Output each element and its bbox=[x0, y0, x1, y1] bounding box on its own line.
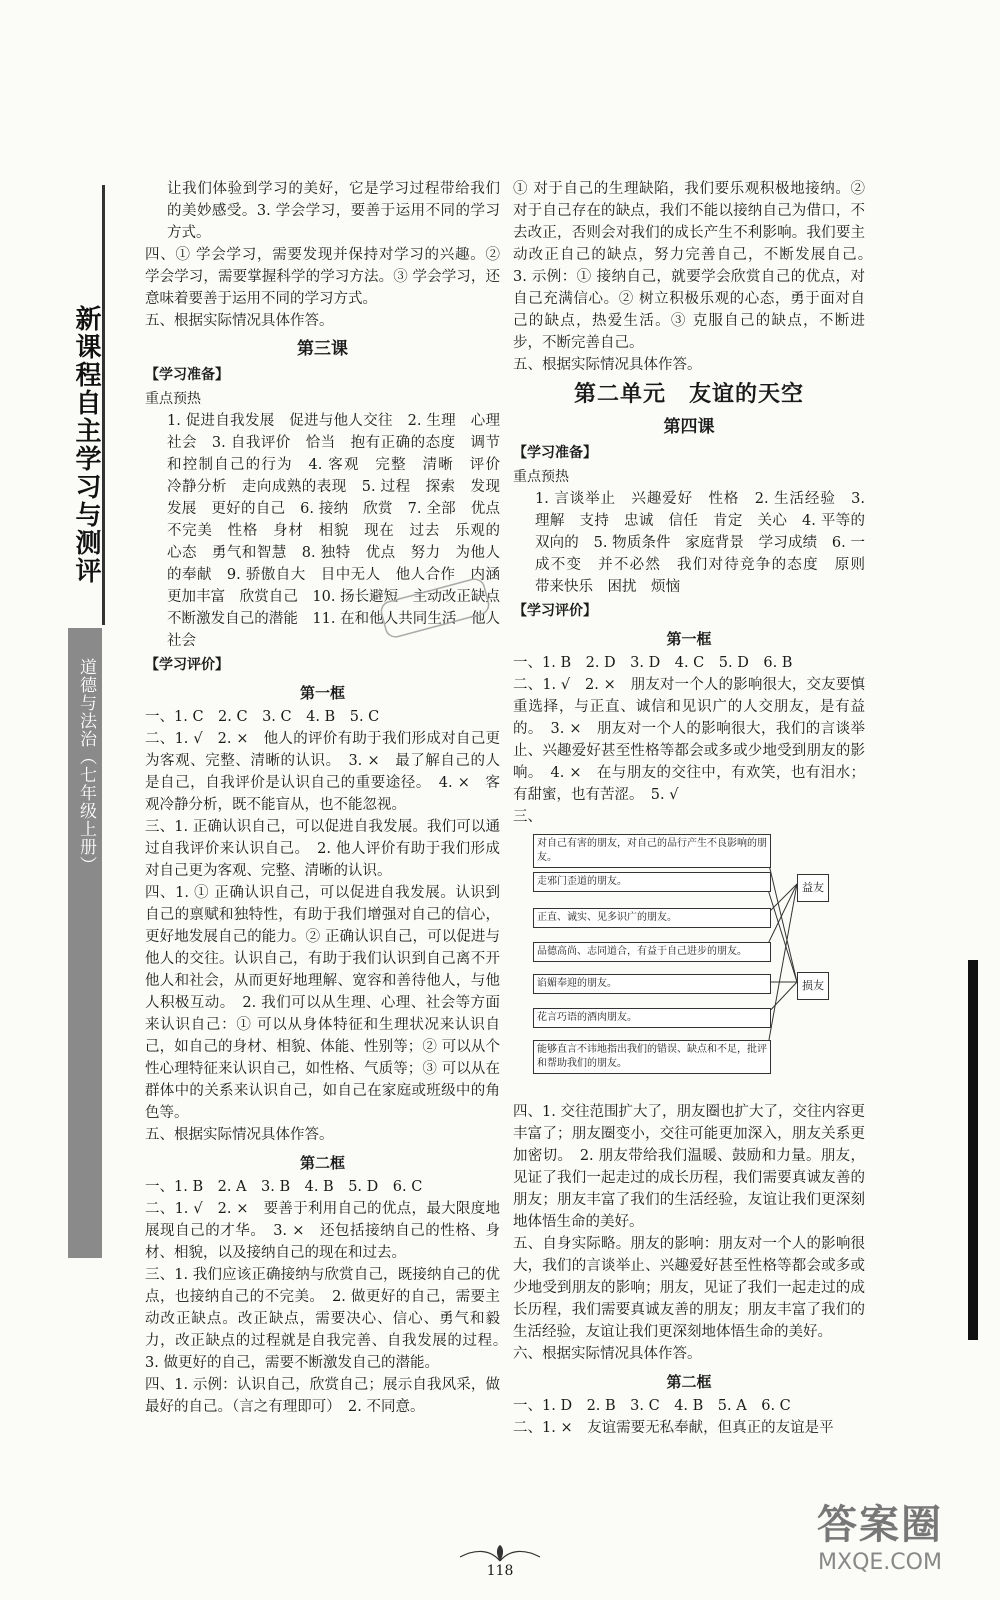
l3-f2-q2: 二、1. √ 2. × 要善于利用自己的优点，最大限度地展现自己的才华。 3. × 还包括接纳自己的性格、身材、相貌，以及接纳自己的现在和过去。 bbox=[145, 1201, 500, 1261]
l4-f2-q1: 一、1. D 2. B 3. C 4. B 5. A 6. C bbox=[513, 1398, 791, 1414]
lesson-3-prep-text: 1. 促进自我发展 促进与他人交往 2. 生理 心理 社会 3. 自我评价 恰当 抱有正确的态度 调节和控制自己的行为 4. 客观 完整 清晰 评价 冷静分析 走向成熟的表现 5. 过程 探索 发现 发展 更好的自己 6. 接纳 欣赏 7. 全部 优点 不完美 性格 身材 相貌 现在 过去 乐观的心态 勇气和智慧 8. 独特 优点 努力 为他人的奉献 9. 骄傲自大 目中无人 他人合作 内涵更加丰富 欣赏自己 10. 扬长避短 主动改正缺点 不断激发自己的潜能 11. 在和他人共同生活 他人 社会 bbox=[167, 413, 515, 649]
learning-prep-heading: 【学习准备】 bbox=[145, 367, 229, 383]
learning-prep-heading-2: 【学习准备】 bbox=[513, 445, 597, 461]
site-watermark bbox=[780, 1493, 980, 1575]
l4-f1-q6: 六、根据实际情况具体作答。 bbox=[513, 1346, 702, 1362]
leaf-ornament-icon bbox=[445, 1545, 555, 1563]
diagram-item-4: 品德高尚、志同道合，有益于自己进步的朋友。 bbox=[533, 942, 771, 962]
subject-title: 道德与法治（七年级上册） bbox=[76, 658, 96, 874]
lesson-4-prep-text: 1. 言谈举止 兴趣爱好 性格 2. 生活经验 3. 理解 支持 忠诚 信任 肯定 关心 4. 平等的 双向的 5. 物质条件 家庭背景 学习成绩 6. 一成不变 并不必然 我们对待竞争的态度 原则 带来快乐 困扰 烦恼 bbox=[535, 491, 880, 595]
right-para-2: 五、根据实际情况具体作答。 bbox=[513, 357, 702, 373]
learning-eval-heading: 【学习评价】 bbox=[145, 657, 229, 673]
diagram-item-3: 正直、诚实、见多识广的朋友。 bbox=[533, 908, 771, 928]
page-footer bbox=[440, 1545, 560, 1579]
frame-1-heading: 第一框 bbox=[299, 684, 345, 702]
l4-f1-q5: 五、自身实际略。朋友的影响：朋友对一个人的影响很大，我们的言谈举止、兴趣爱好甚至性格等都会或多或少地受到朋友的影响；朋友，见证了我们一起走过的成长历程，我们需要真诚友善的朋友；朋友丰富了我们的生活经验，友谊让我们更深刻地体悟生命的美好。 bbox=[513, 1236, 865, 1340]
l4-f1-q3-label: 三、 bbox=[513, 809, 542, 825]
friend-matching-diagram bbox=[513, 832, 858, 1097]
good-friend-box: 益友 bbox=[797, 874, 829, 902]
learning-eval-heading-2: 【学习评价】 bbox=[513, 603, 597, 619]
l3-f1-q2: 二、1. √ 2. × 他人的评价有助于我们形成对自己更为客观、完整、清晰的认识。 3. × 最了解自己的人是自己，自我评价是认识自己的重要途径。 4. × 客观冷静分析，既不能盲从，也不能忽视。 bbox=[145, 731, 500, 813]
key-preview-heading-2: 重点预热 bbox=[513, 469, 569, 485]
subject-title-bar bbox=[68, 628, 102, 1258]
diagram-item-7: 能够直言不讳地指出我们的错误、缺点和不足，批评和帮助我们的朋友。 bbox=[533, 1040, 771, 1074]
l4-f1-q4: 四、1. 交往范围扩大了，朋友圈也扩大了，交往内容更丰富了；朋友圈变小，交往可能更加深入，朋友关系更加密切。 2. 朋友带给我们温暖、鼓励和力量。朋友，见证了我们一起走过的成长历程，我们需要真诚友善的朋友；朋友丰富了我们的生活经验，友谊让我们更深刻地体悟生命的美好。 bbox=[513, 1104, 865, 1230]
unit-2-heading: 第二单元 友谊的天空 bbox=[573, 382, 804, 407]
l3-f1-q4: 四、1. ① 正确认识自己，可以促进自我发展。认识到自己的禀赋和独特性，有助于我们增强对自己的信心，更好地发展自己的能力。② 正确认识自己，可以促进与他人的交往。认识自己，有助于我们认识到自己离不开他人和社会，从而更好地理解、宽容和善待他人，与他人积极互动。 2. 我们可以从生理、心理、社会等方面来认识自己：① 可以从身体特征和生理状况来认识自己，如自己的身材、相貌、体能、性别等；② 可以从个性心理特征来认识自己，如性格、气质等；③ 可以从在群体中的关系来认识自己，如自己在家庭或班级中的角色等。 bbox=[145, 885, 500, 1121]
right-para-1: ① 对于自己的生理缺陷，我们要乐观积极地接纳。② 对于自己存在的缺点，我们不能以接纳自己为借口，不去改正，否则会对我们的成长产生不利影响。我们要主动改正自己的缺点，努力完善自己，不断发展自己。 3. 示例：① 接纳自己，就要学会欣赏自己的优点，对自己充满信心。② 树立积极乐观的心态，勇于面对自己的缺点，热爱生活。③ 克服自己的缺点，不断进步，不断完善自己。 bbox=[513, 181, 880, 351]
series-title-bar bbox=[68, 185, 105, 625]
l3-f1-q5: 五、根据实际情况具体作答。 bbox=[145, 1127, 334, 1143]
frame-2-heading: 第二框 bbox=[299, 1154, 345, 1172]
l3-f2-q1: 一、1. B 2. A 3. B 4. B 5. D 6. C bbox=[145, 1179, 423, 1195]
lesson-3-heading: 第三课 bbox=[297, 339, 348, 359]
key-preview-heading: 重点预热 bbox=[145, 391, 201, 407]
l3-f1-q1: 一、1. C 2. C 3. C 4. B 5. C bbox=[145, 709, 380, 725]
watermark-logo: 答案圈 bbox=[817, 1502, 943, 1548]
friend-matching-question bbox=[513, 806, 865, 1097]
left-para-2: 四、① 学会学习，需要发现并保持对学习的兴趣。② 学会学习，需要掌握科学的学习方法。③ 学会学习，还意味着要善于运用不同的学习方式。 bbox=[145, 247, 500, 307]
l3-f2-q3: 三、1. 我们应该正确接纳与欣赏自己，既接纳自己的优点，也接纳自己的不完美。 2. 做更好的自己，需要主动改正缺点。改正缺点，需要决心、信心、勇气和毅力，改正缺点的过程就是自我完善、自我发展的过程。 3. 做更好的自己，需要不断激发自己的潜能。 bbox=[145, 1267, 515, 1371]
l3-f1-q3: 三、1. 正确认识自己，可以促进自我发展。我们可以通过自我评价来认识自己。 2. 他人评价有助于我们形成对自己更为客观、完整、清晰的认识。 bbox=[145, 819, 500, 879]
l3-f2-q4: 四、1. 示例：认识自己，欣赏自己；展示自我风采，做最好的自己。（言之有理即可） 2. 不同意。 bbox=[145, 1377, 500, 1415]
watermark-url: MXQE.COM bbox=[818, 1550, 942, 1575]
diagram-item-2: 走邪门歪道的朋友。 bbox=[533, 872, 771, 892]
l4-f2-q2: 二、1. × 友谊需要无私奉献，但真正的友谊是平 bbox=[513, 1420, 834, 1436]
bad-friend-box: 损友 bbox=[797, 972, 829, 1000]
l4-f1-q1: 一、1. B 2. D 3. D 4. C 5. D 6. B bbox=[513, 655, 793, 671]
l4-frame-2-heading: 第二框 bbox=[666, 1373, 712, 1391]
left-para-3: 五、根据实际情况具体作答。 bbox=[145, 313, 334, 329]
l4-f1-q2: 二、1. √ 2. × 朋友对一个人的影响很大，交友要慎重选择，与正直、诚信和见识广的人交朋友，是有益的。 3. × 朋友对一个人的影响很大，我们的言谈举止、兴趣爱好甚至性格等都会或多或少地受到朋友的影响。 4. × 在与朋友的交往中，有欢笑，也有泪水；有甜蜜，也有苦涩。 5. √ bbox=[513, 677, 865, 803]
page-number: 118 bbox=[486, 1563, 514, 1579]
scan-edge-bar bbox=[968, 960, 978, 1340]
left-para-1: 让我们体验到学习的美好，它是学习过程带给我们的美妙感受。3. 学会学习，要善于运用不同的学习方式。 bbox=[167, 181, 500, 241]
series-title: 新课程自主学习与测评 bbox=[71, 305, 101, 585]
diagram-item-5: 谄媚奉迎的朋友。 bbox=[533, 974, 771, 994]
diagram-item-1: 对自己有害的朋友，对自己的品行产生不良影响的朋友。 bbox=[533, 834, 771, 868]
right-column bbox=[513, 178, 880, 1439]
left-column bbox=[145, 178, 515, 1418]
diagram-item-6: 花言巧语的酒肉朋友。 bbox=[533, 1008, 771, 1028]
l4-frame-1-heading: 第一框 bbox=[666, 630, 712, 648]
lesson-4-heading: 第四课 bbox=[663, 417, 715, 437]
